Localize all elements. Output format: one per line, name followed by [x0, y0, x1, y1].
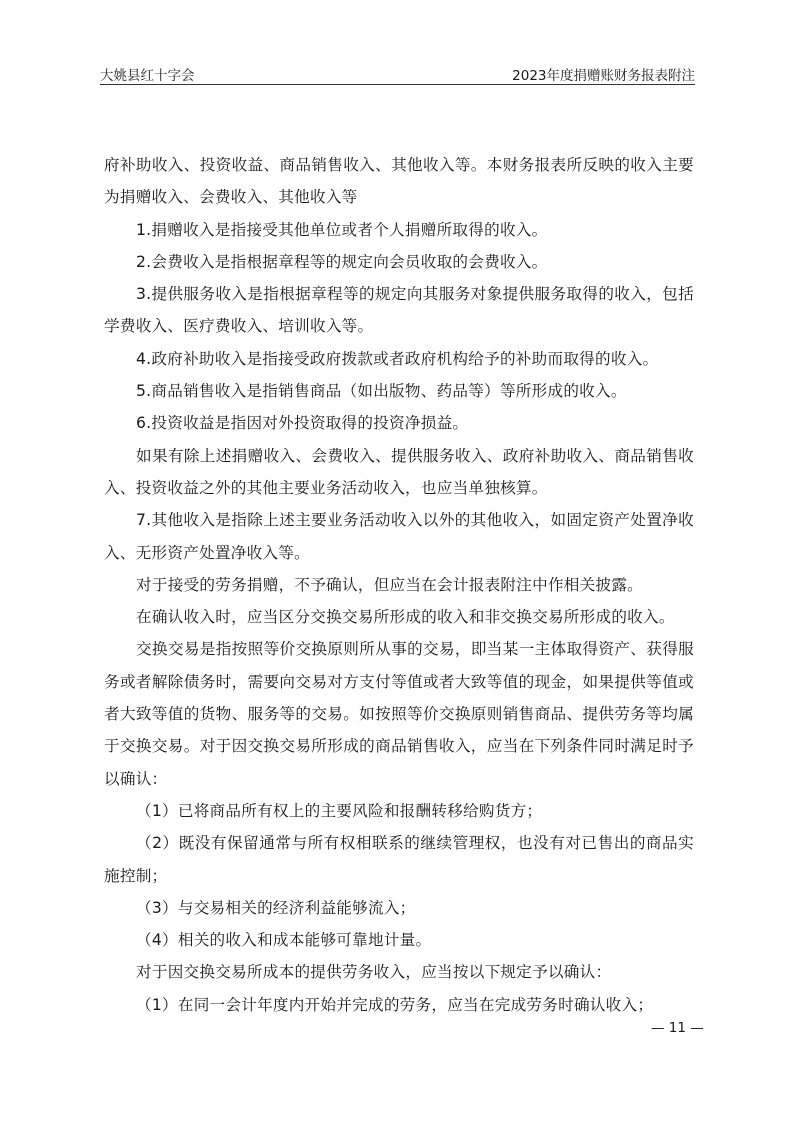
page-number: — 11 —: [651, 1020, 704, 1036]
paragraph: 5.商品销售收入是指销售商品（如出版物、药品等）等所形成的收入。: [136, 382, 627, 401]
document-body: [104, 149, 694, 1021]
paragraph: 4.政府补助收入是指接受政府拨款或者政府机构给予的补助而取得的收入。: [136, 349, 659, 368]
paragraph: 对于因交换交易所成本的提供劳务收入，应当按以下规定予以确认：: [136, 963, 612, 982]
paragraph: 3.提供服务收入是指根据章程等的规定向其服务对象提供服务取得的收入，包括学费收入、医疗费收入、培训收入等。: [104, 285, 694, 336]
paragraph: 在确认收入时，应当区分交换交易所形成的收入和非交换交易所形成的收入。: [136, 608, 675, 627]
paragraph: （4）相关的收入和成本能够可靠地计量。: [136, 931, 432, 950]
paragraph: （3）与交易相关的经济利益能够流入；: [136, 898, 416, 917]
paragraph: 对于接受的劳务捐赠，不予确认，但应当在会计报表附注中作相关披露。: [136, 575, 644, 594]
organization-name: 大姚县红十字会: [100, 68, 195, 84]
paragraph: （1）在同一会计年度内开始并完成的劳务，应当在完成劳务时确认收入；: [136, 995, 654, 1014]
document-title: 2023年度捐赠账财务报表附注: [512, 68, 695, 84]
paragraph: 交换交易是指按照等价交换原则所从事的交易，即当某一主体取得资产、获得服务或者解除债务时，需要向交易对方支付等值或者大致等值的现金，如果提供等值或者大致等值的货物、服务等的交易。如按照等价交换原则销售商品、提供劳务等均属于交换交易。对于因交换交易所形成的商品销售收入，应当在下列条件同时满足时予以确认：: [104, 640, 694, 788]
paragraph: 6.投资收益是指因对外投资取得的投资净损益。: [136, 414, 469, 433]
paragraph: 1.捐赠收入是指接受其他单位或者个人捐赠所取得的收入。: [136, 220, 548, 239]
paragraph: （2）既没有保留通常与所有权相联系的继续管理权，也没有对已售出的商品实施控制；: [104, 834, 694, 885]
paragraph: 如果有除上述捐赠收入、会费收入、提供服务收入、政府补助收入、商品销售收入、投资收益之外的其他主要业务活动收入，也应当单独核算。: [104, 446, 694, 497]
paragraph: 7.其他收入是指除上述主要业务活动收入以外的其他收入，如固定资产处置净收入、无形资产处置净收入等。: [104, 511, 694, 562]
paragraph: 2.会费收入是指根据章程等的规定向会员收取的会费收入。: [136, 252, 548, 271]
paragraph: （1）已将商品所有权上的主要风险和报酬转移给购货方；: [136, 801, 543, 820]
page-header: [100, 62, 695, 85]
paragraph: 府补助收入、投资收益、商品销售收入、其他收入等。本财务报表所反映的收入主要为捐赠收入、会费收入、其他收入等: [104, 156, 694, 207]
